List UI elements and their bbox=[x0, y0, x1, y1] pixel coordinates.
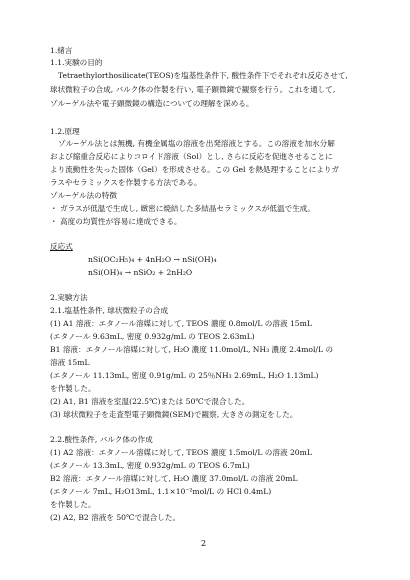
principle-line: ラスやセラミックスを作製する方法である。 bbox=[50, 178, 202, 187]
method-step-line: (エタノール 7mL, H₂O13mL, 1.1×10⁻²mol/L の HCl 0.4mL) bbox=[50, 487, 272, 496]
reaction-equation-1: nSi(OC₂H₅)₄ + 4nH₂O → nSi(OH)₄ bbox=[88, 255, 217, 264]
method-step-line: を作製した。 bbox=[50, 384, 96, 393]
principle-line: より流動性を失った固体（Gel）を形成させる。この Gel を熱処理することによりガ bbox=[50, 165, 339, 174]
method-step-line: 溶液 15mL bbox=[50, 358, 90, 367]
method-step-line: (エタノール 9.63mL, 密度 0.932g/mL の TEOS 2.63mL) bbox=[50, 332, 255, 341]
principle-line: ・ 高度の均質性が容易に達成できる。 bbox=[50, 217, 182, 226]
method-step-line: (2) A2, B2 溶液を 50℃で混合した。 bbox=[50, 513, 181, 522]
principle-line: ゾル−ゲル法の特徴 bbox=[50, 191, 117, 200]
method-step-line: (エタノール 13.3mL, 密度 0.932g/mL の TEOS 6.7mL) bbox=[50, 461, 250, 470]
subsection-heading-acidic: 2.2.酸性条件, バルク体の作成 bbox=[50, 435, 153, 444]
principle-line: および縮重合反応によりコロイド溶液（Sol）とし, さらに反応を促進させることに bbox=[50, 152, 333, 161]
reaction-equation-2: nSi(OH)₄ → nSiO₂ + 2nH₂O bbox=[88, 268, 193, 277]
purpose-line: ゾル−ゲル法や電子顕微鏡の構造についての理解を深める。 bbox=[50, 99, 254, 108]
method-step-line: を作製した。 bbox=[50, 500, 96, 509]
reaction-formula-title: 反応式 bbox=[50, 242, 73, 251]
subsection-heading-principle: 1.2.原理 bbox=[50, 127, 80, 136]
method-step-line: (3) 球状微粒子を走査型電子顕微鏡(SEM)で観察, 大きさの測定をした。 bbox=[50, 410, 298, 419]
method-step-line: (エタノール 11.13mL, 密度 0.91g/mL の 25％NH₃ 2.69mL, H₂O 1.13mL) bbox=[50, 371, 319, 380]
page-number: 2 bbox=[201, 539, 207, 548]
principle-line: ゾル−ゲル法とは無機, 有機金属塩の溶液を出発溶液とする。この溶液を加水分解 bbox=[58, 139, 335, 148]
section-heading-intro: 1.緒言 bbox=[50, 46, 73, 55]
subsection-heading-purpose: 1.1.実験の目的 bbox=[50, 58, 103, 67]
principle-line: ・ ガラスが低温で生成し, 緻密に焼結した多結晶セラミックスが低温で生成。 bbox=[50, 204, 315, 213]
purpose-line: Tetraethylorthosilicate(TEOS)を塩基性条件下, 酸性条件下でそれぞれ反応させて, bbox=[58, 71, 348, 80]
section-heading-method: 2.実験方法 bbox=[50, 293, 88, 302]
method-step-line: (2) A1, B1 溶液を室温(22.5℃)または 50℃で混合した。 bbox=[50, 397, 250, 406]
purpose-line: 球状微粒子の合成, バルク体の作製を行い, 電子顕微鏡で観察を行う。これを通して, bbox=[50, 85, 336, 94]
subsection-heading-basic: 2.1.塩基性条件, 球状微粒子の合成 bbox=[50, 306, 169, 315]
method-step-line: B2 溶液：エタノール溶媒に対して, H₂O 濃度 37.0mol/L の溶液 20mL bbox=[50, 474, 298, 483]
method-step-line: (1) A2 溶液：エタノール溶媒に対して, TEOS 濃度 1.5mol/L の溶液 20mL bbox=[50, 448, 312, 457]
method-step-line: (1) A1 溶液：エタノール溶媒に対して, TEOS 濃度 0.8mol/L の溶液 15mL bbox=[50, 319, 312, 328]
method-step-line: B1 溶液：エタノール溶媒に対して, H₂O 濃度 11.0mol/L, NH₃ 濃度 2.4mol/L の bbox=[50, 345, 334, 354]
